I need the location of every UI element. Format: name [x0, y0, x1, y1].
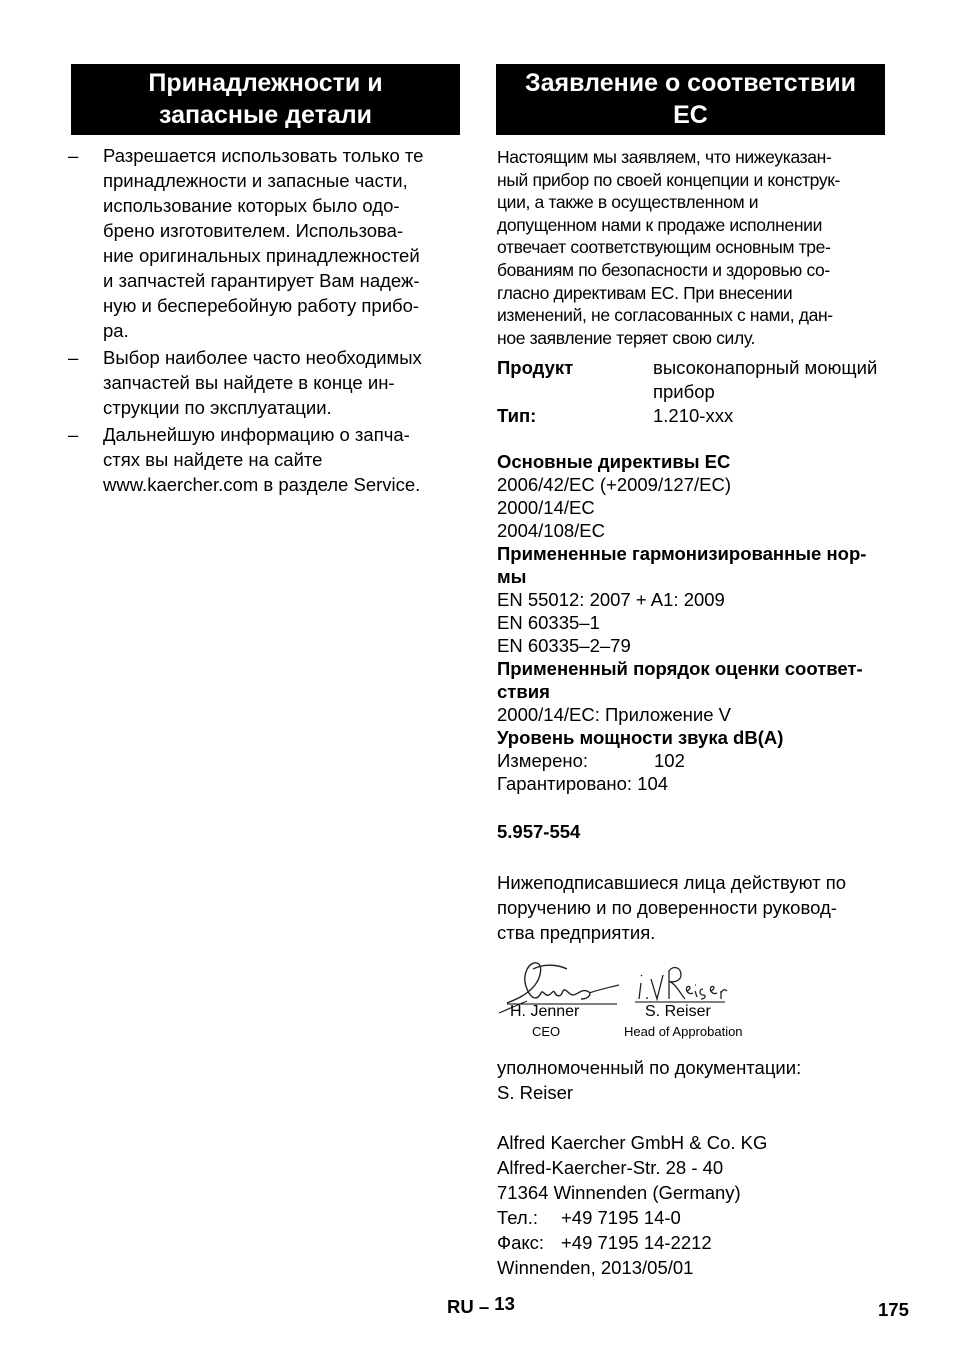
signature-block: [497, 955, 757, 1045]
product-label: Продукт: [497, 357, 574, 378]
text-line: Выбор наиболее часто необходимых: [103, 347, 422, 368]
product-row: [497, 356, 917, 404]
signers-text: [497, 870, 917, 945]
phone-row: [497, 1205, 917, 1230]
signer-1-role: CEO: [532, 1024, 561, 1039]
page-number: 175: [878, 1299, 909, 1320]
heading-line: запасные детали: [158, 101, 373, 129]
text-line: ра.: [103, 320, 129, 341]
text-line: высоконапорный моющий: [653, 357, 878, 378]
accessories-list: [68, 143, 460, 499]
declaration-intro: [497, 146, 917, 349]
list-item: [68, 345, 460, 420]
text-line: стях вы найдете на сайте: [103, 449, 323, 470]
list-item: [68, 143, 460, 343]
guaranteed-label: Гарантировано:: [497, 773, 633, 794]
text-line: S. Reiser: [497, 1082, 574, 1103]
list-item: [68, 422, 460, 497]
text-line: Нижеподписавшиеся лица действуют по: [497, 872, 846, 893]
text-line: ции, а также в осуществленном и: [497, 192, 759, 213]
phone-label: Тел.:: [497, 1207, 539, 1228]
norm-item: EN 55012: 2007 + A1: 2009: [497, 589, 725, 610]
heading-line: Заявление о соответствии: [524, 69, 857, 97]
directive-item: 2006/42/EC (+2009/127/EC): [497, 474, 731, 495]
footer-lang-page: 13: [494, 1293, 515, 1314]
directive-item: 2000/14/EC: [497, 497, 595, 518]
directives-block: [497, 450, 917, 795]
declaration-heading: [496, 64, 885, 135]
authorized-block: [497, 1055, 917, 1105]
phone-value: +49 7195 14-0: [561, 1207, 681, 1228]
fax-label: Факс:: [497, 1232, 545, 1253]
procedure-title: Примененный порядок оценки соответ-: [497, 658, 863, 679]
text-line: запчастей вы найдете в конце ин-: [103, 372, 395, 393]
product-value: [653, 356, 877, 404]
type-value: 1.210-xxx: [653, 405, 734, 426]
text-line: использование которых было одо-: [103, 195, 400, 216]
company-name: Alfred Kaercher GmbH & Co. KG: [497, 1132, 768, 1153]
dash-marker: –: [68, 145, 79, 166]
text-line: ный прибор по своей концепции и конструк-: [497, 169, 841, 190]
signer-2-role: Head of Approbation: [624, 1024, 743, 1039]
text-line: струкции по эксплуатации.: [103, 397, 332, 418]
text-line: поручению и по доверенности руковод-: [497, 897, 837, 918]
signer-1-name: H. Jenner: [510, 1003, 580, 1020]
norms-title: мы: [497, 566, 527, 587]
heading-line: ЕС: [673, 101, 708, 129]
sound-guaranteed-row: [497, 772, 917, 795]
text-line: прибор: [653, 381, 715, 402]
doc-number: 5.957-554: [497, 821, 581, 842]
text-line: ние оригинальных принадлежностей: [103, 245, 420, 266]
directives-title: Основные директивы ЕС: [497, 451, 731, 472]
text-line: допущенном нами к продаже исполнении: [497, 214, 823, 235]
measured-value: 102: [654, 750, 685, 771]
footer-language-page: [447, 1293, 515, 1318]
text-line: отвечает соответствующим основным тре-: [497, 237, 831, 258]
sound-title: Уровень мощности звука dB(A): [497, 727, 784, 748]
text-line: изменений, не согласованных с нами, дан-: [497, 305, 833, 326]
norm-item: EN 60335–1: [497, 612, 600, 633]
text-line: принадлежности и запасные части,: [103, 170, 408, 191]
accessories-heading: [71, 64, 460, 135]
company-address: [497, 1130, 917, 1280]
guaranteed-value: 104: [637, 773, 669, 794]
text-line: бованиям по безопасности и здоровью со-: [497, 259, 830, 280]
text-line: ства предприятия.: [497, 922, 656, 943]
norms-title: Примененные гармонизированные нор-: [497, 543, 867, 564]
place-date: Winnenden, 2013/05/01: [497, 1257, 694, 1278]
signer-2-name: S. Reiser: [645, 1003, 711, 1020]
norm-item: EN 60335–2–79: [497, 635, 631, 656]
text-line: Настоящим мы заявляем, что нижеуказан-: [497, 147, 832, 167]
dash-marker: –: [68, 424, 79, 445]
text-line: и запчастей гарантирует Вам надеж-: [103, 270, 420, 291]
dash-marker: –: [68, 347, 79, 368]
text-line: гласно директивам ЕС. При внесении: [497, 282, 793, 303]
type-row: [497, 404, 917, 428]
text-line: Разрешается использовать только те: [103, 145, 424, 166]
company-city: 71364 Winnenden (Germany): [497, 1182, 741, 1203]
text-line: ную и бесперебойную работу прибо-: [103, 295, 420, 316]
procedure-value: 2000/14/EC: Приложение V: [497, 704, 731, 725]
footer-lang-prefix: RU –: [447, 1296, 490, 1317]
text-line: ное заявление теряет свою силу.: [497, 327, 756, 348]
procedure-title: ствия: [497, 681, 550, 702]
fax-row: [497, 1230, 917, 1255]
sound-measured-row: [497, 749, 917, 772]
directive-item: 2004/108/EC: [497, 520, 606, 541]
heading-line: Принадлежности и: [148, 69, 383, 97]
measured-label: Измерено:: [497, 750, 589, 771]
text-line: уполномоченный по документации:: [497, 1057, 802, 1078]
type-label: Тип:: [497, 405, 537, 426]
company-street: Alfred-Kaercher-Str. 28 - 40: [497, 1157, 724, 1178]
fax-value: +49 7195 14-2212: [561, 1232, 712, 1253]
text-line: Дальнейшую информацию о запча-: [103, 424, 410, 445]
text-line: брено изготовителем. Использова-: [103, 220, 404, 241]
text-line: www.kaercher.com в разделе Service.: [103, 474, 421, 495]
